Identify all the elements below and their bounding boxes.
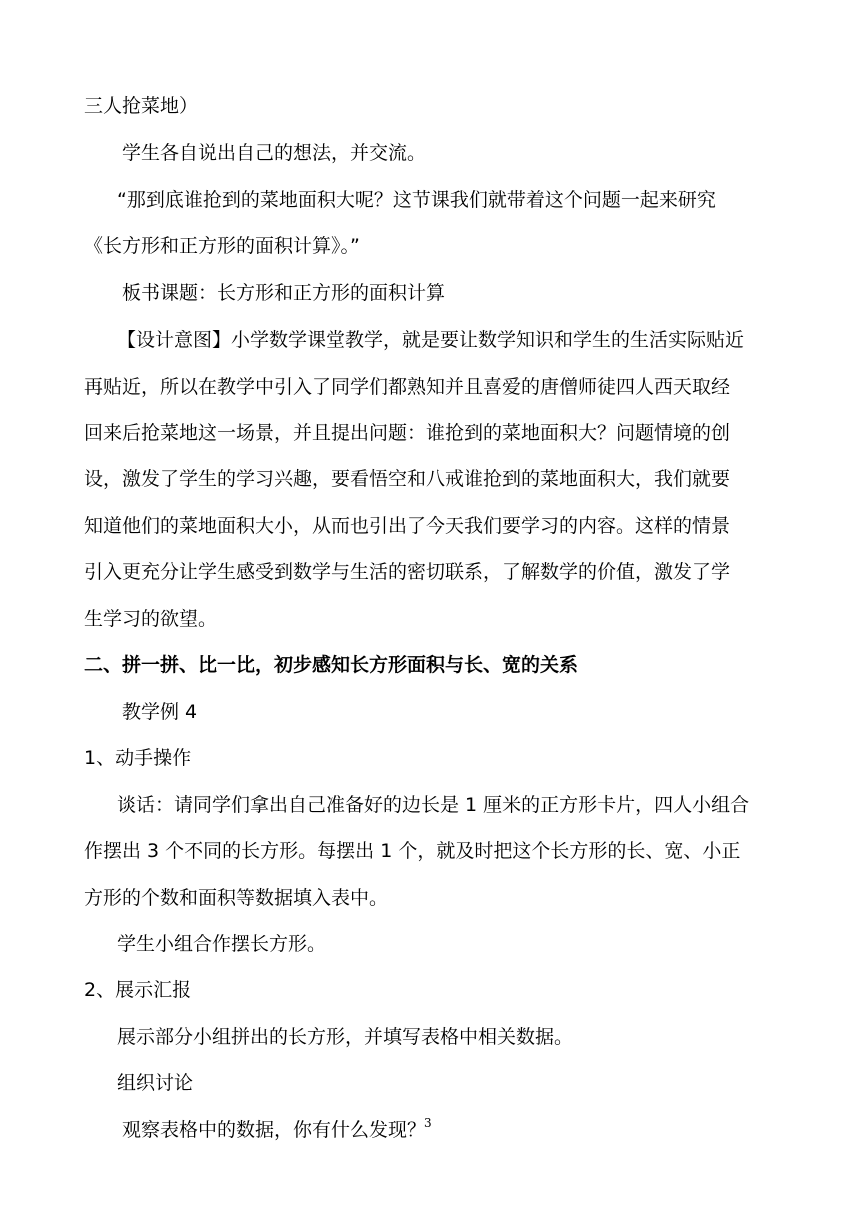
design-intent-line: 【设计意图】小学数学课堂教学，就是要让数学知识和学生的生活实际贴近	[117, 329, 745, 351]
text-line: 展示部分小组拼出的长方形，并填写表格中相关数据。	[117, 1026, 574, 1048]
text-line: 再贴近，所以在教学中引入了同学们都熟知并且喜爱的唐僧师徒四人西天取经	[84, 376, 731, 398]
text-line: 设，激发了学生的学习兴趣，要看悟空和八戒谁抢到的菜地面积大，我们就要	[84, 468, 731, 490]
section-heading: 二、拼一拼、比一比，初步感知长方形面积与长、宽的关系	[84, 654, 579, 676]
text-line: 方形的个数和面积等数据填入表中。	[84, 887, 389, 909]
text-line: “那到底谁抢到的菜地面积大呢？这节课我们就带着这个问题一起来研究	[117, 189, 716, 211]
text-line: 学生小组合作摆长方形。	[117, 933, 327, 955]
text-line: 知道他们的菜地面积大小，从而也引出了今天我们要学习的内容。这样的情景	[84, 515, 731, 537]
text-line: 引入更充分让学生感受到数学与生活的密切联系，了解数学的价值，激发了学	[84, 561, 731, 583]
text-line: 三人抢菜地）	[84, 95, 199, 117]
subsection-heading: 2、展示汇报	[84, 979, 192, 1001]
text-line: 组织讨论	[117, 1072, 194, 1094]
text-line: 教学例 4	[122, 701, 198, 723]
text-line: 《长方形和正方形的面积计算》。”	[84, 235, 360, 257]
text-line: 学生各自说出自己的想法，并交流。	[122, 142, 427, 164]
page-number: 3	[424, 1116, 432, 1130]
text-line: 生学习的欲望。	[84, 608, 218, 630]
text-line: 板书课题：长方形和正方形的面积计算	[122, 282, 446, 304]
text-line: 作摆出 3 个不同的长方形。每摆出 1 个，就及时把这个长方形的长、宽、小正	[84, 840, 741, 862]
subsection-heading: 1、动手操作	[84, 747, 192, 769]
text-line: 回来后抢菜地这一场景，并且提出问题：谁抢到的菜地面积大？问题情境的创	[84, 422, 731, 444]
text-line: 谈话：请同学们拿出自己准备好的边长是 1 厘米的正方形卡片，四人小组合	[117, 794, 750, 816]
text-line: 观察表格中的数据，你有什么发现？	[122, 1119, 427, 1141]
